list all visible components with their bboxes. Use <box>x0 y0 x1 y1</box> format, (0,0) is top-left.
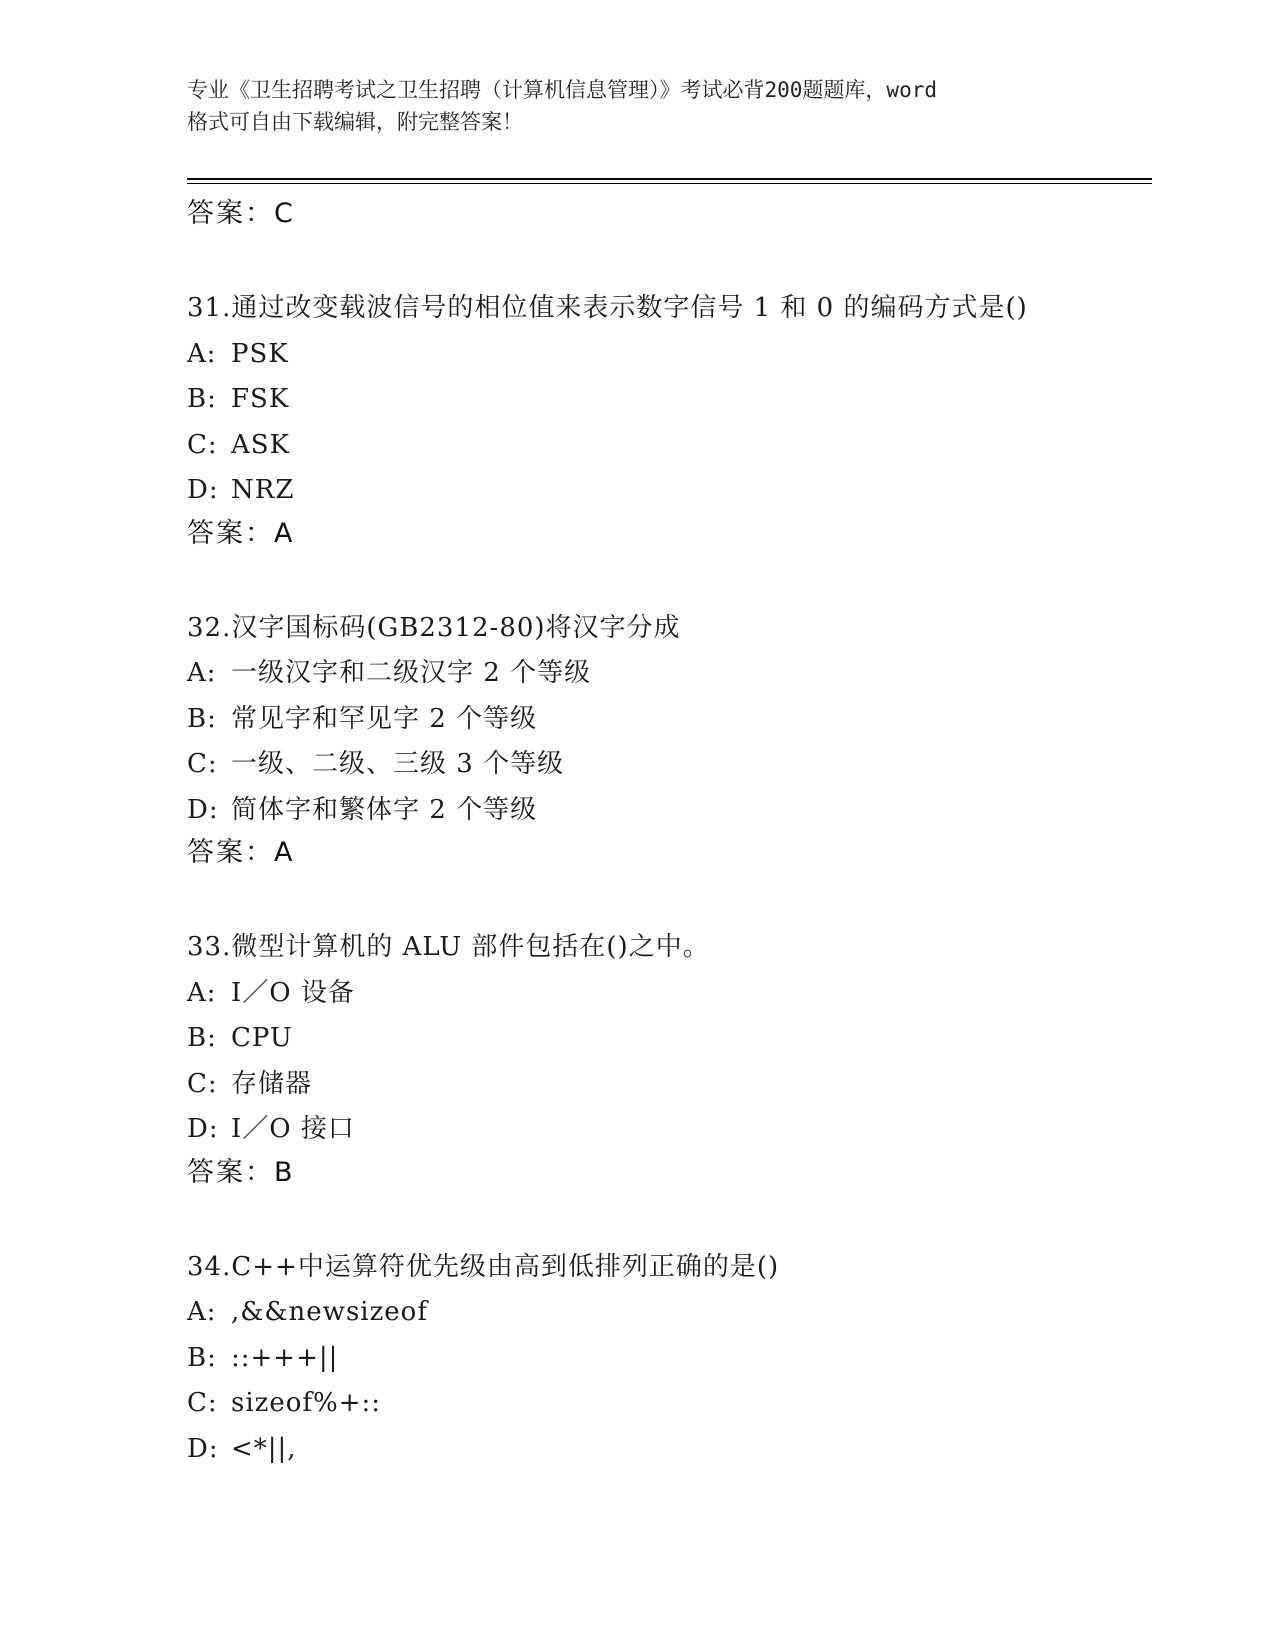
option-text: ASK <box>231 429 291 460</box>
option-text: 简体字和繁体字 2 个等级 <box>231 794 538 825</box>
option-a <box>187 651 1147 697</box>
option-label: D: <box>187 794 219 825</box>
option-text: sizeof%+:: <box>231 1388 382 1418</box>
question-list <box>187 186 1147 1472</box>
option-label: B: <box>187 1023 217 1053</box>
option-b <box>187 377 1147 423</box>
question-stem: 33.微型计算机的 ALU 部件包括在()之中。 <box>187 932 710 962</box>
answer-line <box>187 194 1147 234</box>
document-header <box>187 74 1087 138</box>
option-text: FSK <box>231 384 290 414</box>
option-label: C: <box>187 749 218 779</box>
header-line-2: 格式可自由下载编辑，附完整答案！ <box>187 110 523 134</box>
option-d <box>187 468 1147 514</box>
answer-line <box>187 833 1147 873</box>
option-text: ,&&newsizeof <box>231 1297 428 1327</box>
option-label: D: <box>187 1433 219 1464</box>
option-label: A: <box>187 338 217 369</box>
option-c <box>187 423 1147 469</box>
option-b <box>187 1336 1147 1382</box>
option-text: NRZ <box>231 475 295 505</box>
question-31 <box>187 286 1147 554</box>
option-c <box>187 742 1147 788</box>
header-divider-thick <box>187 178 1152 180</box>
option-c <box>187 1062 1147 1108</box>
option-label: B: <box>187 384 217 414</box>
option-a <box>187 971 1147 1017</box>
option-a <box>187 332 1147 378</box>
option-label: A: <box>187 658 217 688</box>
header-divider-thin <box>187 183 1152 184</box>
question-stem: 34.C++中运算符优先级由高到低排列正确的是() <box>187 1251 780 1282</box>
option-text: 存储器 <box>231 1068 313 1099</box>
option-text: 常见字和罕见字 2 个等级 <box>231 703 538 734</box>
option-label: C: <box>187 1388 218 1418</box>
option-text: 一级汉字和二级汉字 2 个等级 <box>231 658 592 688</box>
option-text: I／O 接口 <box>231 1114 355 1144</box>
answer-value: A <box>274 517 294 549</box>
option-label: C: <box>187 429 218 460</box>
option-b <box>187 1016 1147 1062</box>
answer-line <box>187 1153 1147 1193</box>
option-text: CPU <box>231 1023 293 1053</box>
option-d <box>187 1427 1147 1473</box>
answer-label: 答案： <box>187 837 274 868</box>
question-stem: 31.通过改变载波信号的相位值来表示数字信号 1 和 0 的编码方式是() <box>187 293 1028 323</box>
option-text: ::+++|| <box>231 1342 339 1373</box>
answer-value: B <box>274 1156 294 1188</box>
answer-line <box>187 514 1147 554</box>
answer-value: C <box>274 198 294 229</box>
option-a <box>187 1290 1147 1336</box>
option-label: A: <box>187 977 217 1008</box>
question-32 <box>187 606 1147 874</box>
option-b <box>187 697 1147 743</box>
question-stem: 32.汉字国标码(GB2312-80)将汉字分成 <box>187 612 681 643</box>
question-33 <box>187 925 1147 1193</box>
option-d <box>187 788 1147 834</box>
option-label: D: <box>187 475 219 505</box>
answer-label: 答案： <box>187 198 274 229</box>
option-c <box>187 1381 1147 1427</box>
answer-label: 答案： <box>187 517 274 549</box>
option-label: B: <box>187 1342 217 1373</box>
answer-value: A <box>274 837 294 868</box>
option-d <box>187 1107 1147 1153</box>
option-text: <*||, <box>231 1433 297 1464</box>
option-label: C: <box>187 1068 218 1099</box>
answer-label: 答案： <box>187 1156 274 1188</box>
option-label: A: <box>187 1297 217 1327</box>
option-text: PSK <box>231 338 289 369</box>
option-label: D: <box>187 1114 219 1144</box>
option-text: I／O 设备 <box>231 977 355 1008</box>
option-label: B: <box>187 703 217 734</box>
question-34 <box>187 1245 1147 1473</box>
option-text: 一级、二级、三级 3 个等级 <box>231 749 565 779</box>
header-line-1: 专业《卫生招聘考试之卫生招聘（计算机信息管理）》考试必背200题题库，word <box>187 78 937 102</box>
